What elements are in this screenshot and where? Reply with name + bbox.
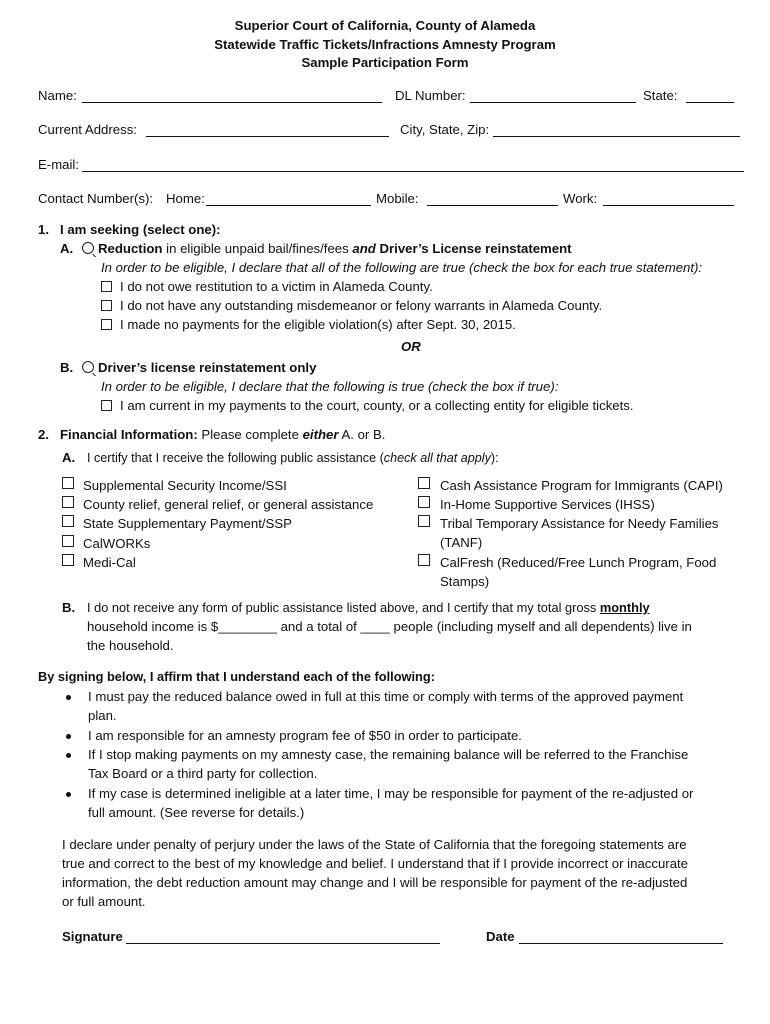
section2-intro-either: either	[302, 427, 339, 442]
date-field[interactable]	[519, 943, 723, 944]
option-b-instruction: In order to be eligible, I declare that the following is true (check the box if true):	[101, 379, 559, 394]
assist-calworks-label: CalWORKs	[83, 536, 151, 551]
dl-number-field[interactable]	[470, 102, 636, 103]
option-a-title-rest: in eligible unpaid bail/fines/fees	[166, 241, 349, 256]
option-b-radio[interactable]	[82, 361, 94, 373]
assist-county-relief-label: County relief, general relief, or general assistance	[83, 497, 374, 512]
section2-intro-post: A. or B.	[341, 427, 386, 442]
email-label: E-mail:	[38, 157, 80, 172]
section2-b-line3: the household.	[87, 638, 174, 653]
current-address-field[interactable]	[146, 136, 389, 137]
section2-a-text	[87, 450, 499, 466]
assist-ssp-label: State Supplementary Payment/SSP	[83, 516, 292, 531]
bullet	[66, 792, 71, 797]
checkbox-capi[interactable]	[418, 477, 430, 489]
section2-b-line1	[87, 600, 650, 616]
section2-number: 2.	[38, 427, 49, 442]
form-title-program: Statewide Traffic Tickets/Infractions Amnesty Program	[214, 37, 556, 52]
checkbox-medi-cal[interactable]	[62, 554, 74, 566]
section2-heading-row	[60, 427, 385, 443]
form-title-sample: Sample Participation Form	[301, 55, 469, 70]
option-b-title: Driver’s license reinstatement only	[98, 360, 317, 375]
bullet	[66, 753, 71, 758]
section2-a-text-italic: check all that apply	[383, 451, 491, 465]
assist-capi-label: Cash Assistance Program for Immigrants (CAPI)	[440, 478, 723, 493]
section2-b-monthly: monthly	[599, 600, 650, 615]
name-label: Name:	[38, 88, 77, 103]
mobile-phone-field[interactable]	[427, 205, 558, 206]
affirm-bullet-1-line1: I must pay the reduced balance owed in full at this time or comply with terms of the approved payment	[88, 689, 684, 704]
state-field[interactable]	[686, 102, 734, 103]
checkbox-ssi[interactable]	[62, 477, 74, 489]
affirm-bullet-4-line2: full amount. (See reverse for details.)	[88, 805, 305, 820]
section1-number: 1.	[38, 222, 49, 237]
section2-a-letter: A.	[62, 450, 76, 465]
option-a-letter: A.	[60, 241, 74, 256]
option-a-title-end: Driver’s License reinstatement	[379, 241, 572, 256]
checkbox-county-relief[interactable]	[62, 496, 74, 508]
or-separator: OR	[401, 339, 421, 354]
section2-b-line1-pre: I do not receive any form of public assistance listed above, and I certify that my total gross	[87, 600, 597, 615]
state-label: State:	[643, 88, 678, 103]
city-state-zip-label: City, State, Zip:	[400, 122, 490, 137]
checkbox[interactable]	[101, 300, 112, 311]
checkbox-ihss[interactable]	[418, 496, 430, 508]
option-b-item-1-label: I am current in my payments to the court, county, or a collecting entity for eligible tickets.	[120, 398, 634, 413]
option-a-instruction: In order to be eligible, I declare that all of the following are true (check the box for each true statement):	[101, 260, 703, 275]
declaration-line-1: I declare under penalty of perjury under the laws of the State of California that the foregoing statements are	[62, 837, 687, 852]
option-b-item-1[interactable]	[101, 398, 634, 414]
checkbox-calworks[interactable]	[62, 535, 74, 547]
checkbox-calfresh[interactable]	[418, 554, 430, 566]
current-address-label: Current Address:	[38, 122, 137, 137]
affirm-bullet-3-line2: Tax Board or a third party for collection.	[88, 766, 318, 781]
option-a-title-bold: Reduction	[98, 241, 163, 256]
affirm-bullet-3-line1: If I stop making payments on my amnesty case, the remaining balance will be referred to the Franchise	[88, 747, 689, 762]
option-a-row[interactable]	[82, 241, 572, 257]
assist-ihss-label: In-Home Supportive Services (IHSS)	[440, 497, 655, 512]
date-label: Date	[486, 929, 515, 944]
affirm-heading: By signing below, I affirm that I understand each of the following:	[38, 669, 435, 684]
mobile-phone-label: Mobile:	[376, 191, 419, 206]
affirm-bullet-2-line1: I am responsible for an amnesty program fee of $50 in order to participate.	[88, 728, 522, 743]
option-b-letter: B.	[60, 360, 74, 375]
checkbox-ssp[interactable]	[62, 515, 74, 527]
checkbox[interactable]	[101, 400, 112, 411]
section2-a-text-pre: I certify that I receive the following public assistance (	[87, 451, 384, 465]
name-field[interactable]	[82, 102, 382, 103]
work-phone-label: Work:	[563, 191, 598, 206]
affirm-bullet-4-line1: If my case is determined ineligible at a later time, I may be responsible for payment of the re-adjusted or	[88, 786, 694, 801]
assist-tanf-label-cont: (TANF)	[440, 535, 483, 550]
affirm-bullet-1-line2: plan.	[88, 708, 117, 723]
home-phone-field[interactable]	[206, 205, 371, 206]
checkbox[interactable]	[101, 281, 112, 292]
option-a-item-3[interactable]	[101, 317, 516, 333]
bullet	[66, 695, 71, 700]
section2-a-text-post: ):	[490, 451, 499, 465]
checkbox[interactable]	[101, 319, 112, 330]
city-state-zip-field[interactable]	[493, 136, 740, 137]
home-phone-label: Home:	[166, 191, 205, 206]
assist-calfresh-label-cont: Stamps)	[440, 574, 490, 589]
assist-tanf-label: Tribal Temporary Assistance for Needy Families	[440, 516, 719, 531]
option-a-item-3-label: I made no payments for the eligible violation(s) after Sept. 30, 2015.	[120, 317, 516, 332]
contact-numbers-label: Contact Number(s):	[38, 191, 154, 206]
option-a-item-1-label: I do not owe restitution to a victim in Alameda County.	[120, 279, 433, 294]
email-field[interactable]	[82, 171, 744, 172]
section2-b-line2: household income is $________ and a total of ____ people (including myself and all dependents) live in	[87, 619, 692, 634]
section2-b-letter: B.	[62, 600, 76, 615]
checkbox-tanf[interactable]	[418, 515, 430, 527]
assist-calfresh-label: CalFresh (Reduced/Free Lunch Program, Food	[440, 555, 717, 570]
section1-heading: I am seeking (select one):	[60, 222, 221, 237]
assist-ssi-label: Supplemental Security Income/SSI	[83, 478, 287, 493]
option-a-item-2[interactable]	[101, 298, 602, 314]
section2-intro-pre: Please complete	[201, 427, 299, 442]
option-a-item-2-label: I do not have any outstanding misdemeanor or felony warrants in Alameda County.	[120, 298, 603, 313]
section2-heading: Financial Information:	[60, 427, 198, 442]
assist-medi-cal-label: Medi-Cal	[83, 555, 136, 570]
declaration-line-4: or full amount.	[62, 894, 146, 909]
declaration-line-3: information, the debt reduction amount may change and I will be responsible for payment of the re-adjusted	[62, 875, 688, 890]
option-a-item-1[interactable]	[101, 279, 433, 295]
declaration-line-2: true and correct to the best of my knowledge and belief. I understand that if I provide incorrect or inaccurate	[62, 856, 689, 871]
signature-label: Signature	[62, 929, 123, 944]
option-a-radio[interactable]	[82, 242, 94, 254]
option-a-title-and: and	[352, 241, 376, 256]
bullet	[66, 734, 71, 739]
work-phone-field[interactable]	[603, 205, 734, 206]
option-b-row[interactable]	[82, 360, 316, 376]
dl-number-label: DL Number:	[395, 88, 466, 103]
form-title-court: Superior Court of California, County of Alameda	[234, 18, 536, 33]
signature-field[interactable]	[126, 943, 440, 944]
